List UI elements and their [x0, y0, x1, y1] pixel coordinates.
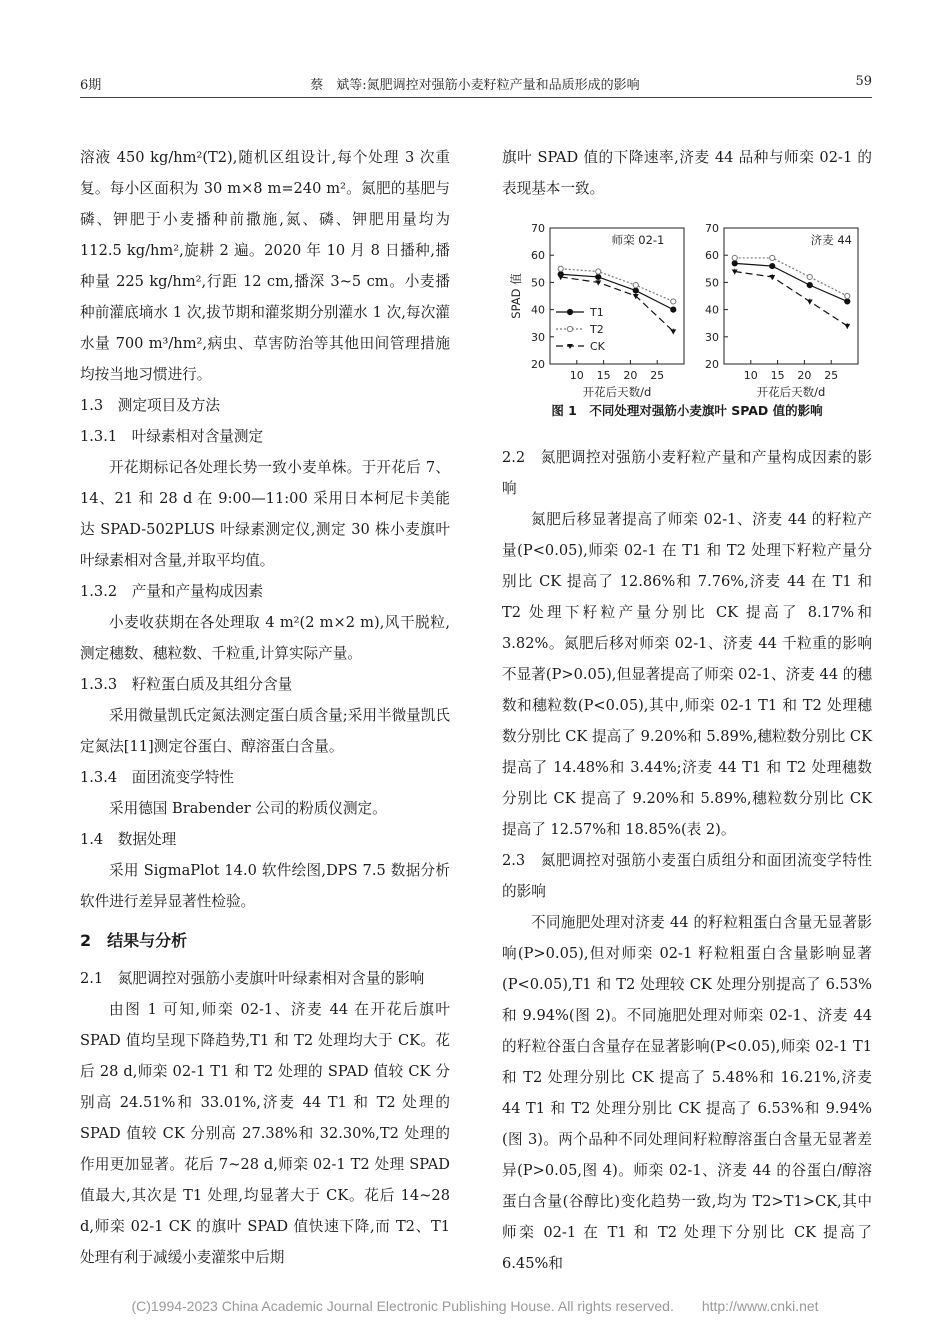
y-tick-label: 30: [531, 330, 545, 344]
paragraph: 溶液 450 kg/hm²(T2),随机区组设计,每个处理 3 次重复。每小区面积为 30 m×8 m=240 m²。氮肥的基肥与磷、钾肥于小麦播种前撒施,氮、磷、钾肥用量均为 112.5 kg/hm²,旋耕 2 遍。2020 年 10 月 8 日播种,播种量 225 kg/hm²,行距 12 cm,播深 3~5 cm。小麦播种前灌底墒水 1 次,拔节期和灌浆期分别灌水 1 次,每次灌水量 700 m³/hm²,病虫、草害防治等其他田间管理措施均按当地习惯进行。: [80, 149, 450, 383]
x-tick-label: 25: [824, 369, 839, 382]
plot-frame: [550, 228, 684, 364]
x-tick-label: 20: [797, 369, 812, 382]
y-tick-label: 20: [705, 358, 719, 371]
data-point-t1: [596, 274, 601, 279]
section-heading-1-3-1: 1.3.1 叶绿素相对含量测定: [80, 428, 264, 445]
data-point-t2: [596, 269, 601, 274]
section-heading-2-3: 2.3 氮肥调控对强筋小麦蛋白质组分和面团流变学特性的影响: [502, 852, 872, 900]
paragraph: 采用德国 Brabender 公司的粉质仪测定。: [109, 800, 387, 817]
page-number: 59: [855, 74, 872, 89]
y-tick-label: 70: [531, 222, 545, 235]
section-heading-1-4: 1.4 数据处理: [80, 831, 177, 848]
paragraph: 小麦收获期在各处理取 4 m²(2 m×2 m),风干脱粒,测定穗数、穗粒数、千粒重,计算实际产量。: [80, 614, 450, 662]
y-tick-label: 40: [705, 303, 719, 317]
plot-frame: [724, 228, 858, 364]
data-point-t2: [845, 293, 850, 298]
series-line-t1: [735, 263, 848, 301]
header-rule: [80, 97, 872, 98]
paragraph: 旗叶 SPAD 值的下降速率,济麦 44 品种与师栾 02-1 的表现基本一致。: [502, 149, 872, 197]
running-header-issue: 6期: [80, 78, 102, 93]
copyright-footer: (C)1994-2023 China Academic Journal Electronic Publishing House. All rights reserved. http://www.cnki.net: [131, 1298, 819, 1314]
x-tick-label: 10: [569, 369, 584, 382]
y-tick-label: 50: [705, 276, 719, 290]
y-tick-label: 20: [531, 358, 545, 371]
series-line-ck: [561, 277, 674, 331]
data-point-t2: [807, 274, 812, 279]
data-point-t2: [732, 255, 737, 260]
paragraph: 氮肥后移显著提高了师栾 02-1、济麦 44 的籽粒产量(P<0.05),师栾 02-1 在 T1 和 T2 处理下籽粒产量分别比 CK 提高了 12.86%和 7.76%,济麦 44 在 T1 和 T2 处理下籽粒产量分别比 CK 提高了 8.17%和 3.82%。氮肥后移对师栾 02-1、济麦 44 千粒重的影响不显著(P>0.05),但显著提高了师栾 02-1、济麦 44 的穗数和穗粒数(P<0.05),其中,师栾 02-1 T1 和 T2 处理穗数分别比 CK 提高了 9.20%和 5.89%,穗粒数分别比 CK 提高了 14.48%和 3.44%;济麦 44 T1 和 T2 处理穗数分别比 CK 提高了 9.20%和 5.89%,穗粒数分别比 CK 提高了 12.57%和 18.85%(表 2)。: [502, 511, 872, 838]
section-heading-1-3-2: 1.3.2 产量和产量构成因素: [80, 583, 264, 600]
panel-title: 济麦 44: [810, 233, 852, 247]
data-point-t2: [671, 299, 676, 304]
x-tick-label: 10: [743, 369, 758, 382]
y-tick-label: 30: [705, 330, 719, 344]
data-point-ck: [595, 280, 601, 285]
section-heading-2-2: 2.2 氮肥调控对强筋小麦籽粒产量和产量构成因素的影响: [502, 449, 872, 497]
section-heading-1-3-4: 1.3.4 面团流变学特性: [80, 769, 234, 786]
legend-marker-t2: [567, 326, 572, 331]
data-point-t1: [845, 299, 850, 304]
section-heading-2-1: 2.1 氮肥调控对强筋小麦旗叶叶绿素相对含量的影响: [80, 970, 425, 987]
y-tick-label: 40: [531, 303, 545, 317]
section-heading-1-3: 1.3 测定项目及方法: [80, 397, 220, 414]
x-tick-label: 20: [623, 369, 638, 382]
legend-marker-t1: [567, 309, 572, 314]
x-tick-label: 15: [596, 369, 611, 382]
data-point-t1: [633, 288, 638, 293]
running-header-title: 蔡 斌等:氮肥调控对强筋小麦籽粒产量和品质形成的影响: [310, 78, 640, 93]
paragraph: 采用微量凯氏定氮法测定蛋白质含量;采用半微量凯氏定氮法[11]测定谷蛋白、醇溶蛋白含量。: [80, 707, 450, 755]
section-heading-2: 2 结果与分析: [80, 931, 188, 950]
paragraph: 不同施肥处理对济麦 44 的籽粒粗蛋白含量无显著影响(P>0.05),但对师栾 02-1 籽粒粗蛋白含量影响显著(P<0.05),T1 和 T2 处理较 CK 处理分别提高了 6.53%和 9.94%(图 2)。不同施肥处理对师栾 02-1、济麦 44 的籽粒谷蛋白含量存在显著影响(P<0.05),师栾 02-1 T1 和 T2 处理分别比 CK 提高了 5.48%和 16.21%,济麦 44 T1 和 T2 处理分别比 CK 提高了 6.53%和 9.94%(图 3)。两个品种不同处理间籽粒醇溶蛋白含量无显著差异(P>0.05,图 4)。师栾 02-1、济麦 44 的谷蛋白/醇溶蛋白含量(谷醇比)变化趋势一致,均为 T2>T1>CK,其中师栾 02-1 在 T1 和 T2 处理下分别比 CK 提高了 6.45%和: [502, 914, 872, 1272]
paragraph: 由图 1 可知,师栾 02-1、济麦 44 在开花后旗叶 SPAD 值均呈现下降趋势,T1 和 T2 处理均大于 CK。花后 28 d,师栾 02-1 T1 和 T2 处理的 SPAD 值较 CK 分别高 24.51%和 33.01%,济麦 44 T1 和 T2 处理的 SPAD 值较 CK 分别高 27.38%和 32.30%,T2 处理的作用更加显著。花后 7~28 d,师栾 02-1 T2 处理 SPAD 值最大,其次是 T1 处理,均显著大于 CK。花后 14~28 d,师栾 02-1 CK 的旗叶 SPAD 值快速下降,而 T2、T1 处理有利于减缓小麦灌浆中后期: [80, 1001, 450, 1266]
series-line-t2: [735, 258, 848, 296]
y-tick-label: 60: [531, 249, 545, 263]
y-tick-label: 50: [531, 276, 545, 290]
data-point-t1: [732, 261, 737, 266]
x-tick-label: 15: [770, 369, 785, 382]
spad-chart: [502, 222, 872, 400]
legend-label-t1: T1: [590, 306, 604, 319]
data-point-t2: [770, 255, 775, 260]
data-point-ck: [670, 329, 676, 334]
data-point-t2: [633, 283, 638, 288]
figure-caption: 图 1 不同处理对强筋小麦旗叶 SPAD 值的影响: [551, 403, 823, 418]
paragraph: 采用 SigmaPlot 14.0 软件绘图,DPS 7.5 数据分析软件进行差异显著性检验。: [80, 862, 450, 910]
x-axis-label: 开花后天数/d: [756, 385, 826, 399]
y-tick-label: 60: [705, 249, 719, 263]
legend-label-ck: CK: [590, 340, 605, 353]
panel-title: 师栾 02-1: [611, 233, 665, 247]
data-point-t1: [807, 283, 812, 288]
data-point-t2: [558, 266, 563, 271]
left-column: [80, 142, 450, 1273]
x-tick-label: 25: [650, 369, 665, 382]
paragraph: 开花期标记各处理长势一致小麦单株。于开花后 7、14、21 和 28 d 在 9:00—11:00 采用日本柯尼卡美能达 SPAD-502PLUS 叶绿素测定仪,测定 30 株小麦旗叶叶绿素相对含量,并取平均值。: [80, 459, 450, 569]
data-point-t1: [770, 263, 775, 268]
data-point-ck: [807, 299, 813, 304]
y-axis-label: SPAD 值: [509, 273, 523, 319]
figure-1: [502, 222, 872, 432]
series-line-t2: [561, 269, 674, 302]
data-point-ck: [844, 324, 850, 329]
legend-label-t2: T2: [590, 323, 604, 336]
section-heading-1-3-3: 1.3.3 籽粒蛋白质及其组分含量: [80, 676, 293, 693]
right-column: [502, 142, 872, 1279]
x-axis-label: 开花后天数/d: [582, 385, 652, 399]
data-point-t1: [671, 307, 676, 312]
y-tick-label: 70: [705, 222, 719, 235]
data-point-ck: [769, 275, 775, 280]
series-line-ck: [735, 272, 848, 326]
